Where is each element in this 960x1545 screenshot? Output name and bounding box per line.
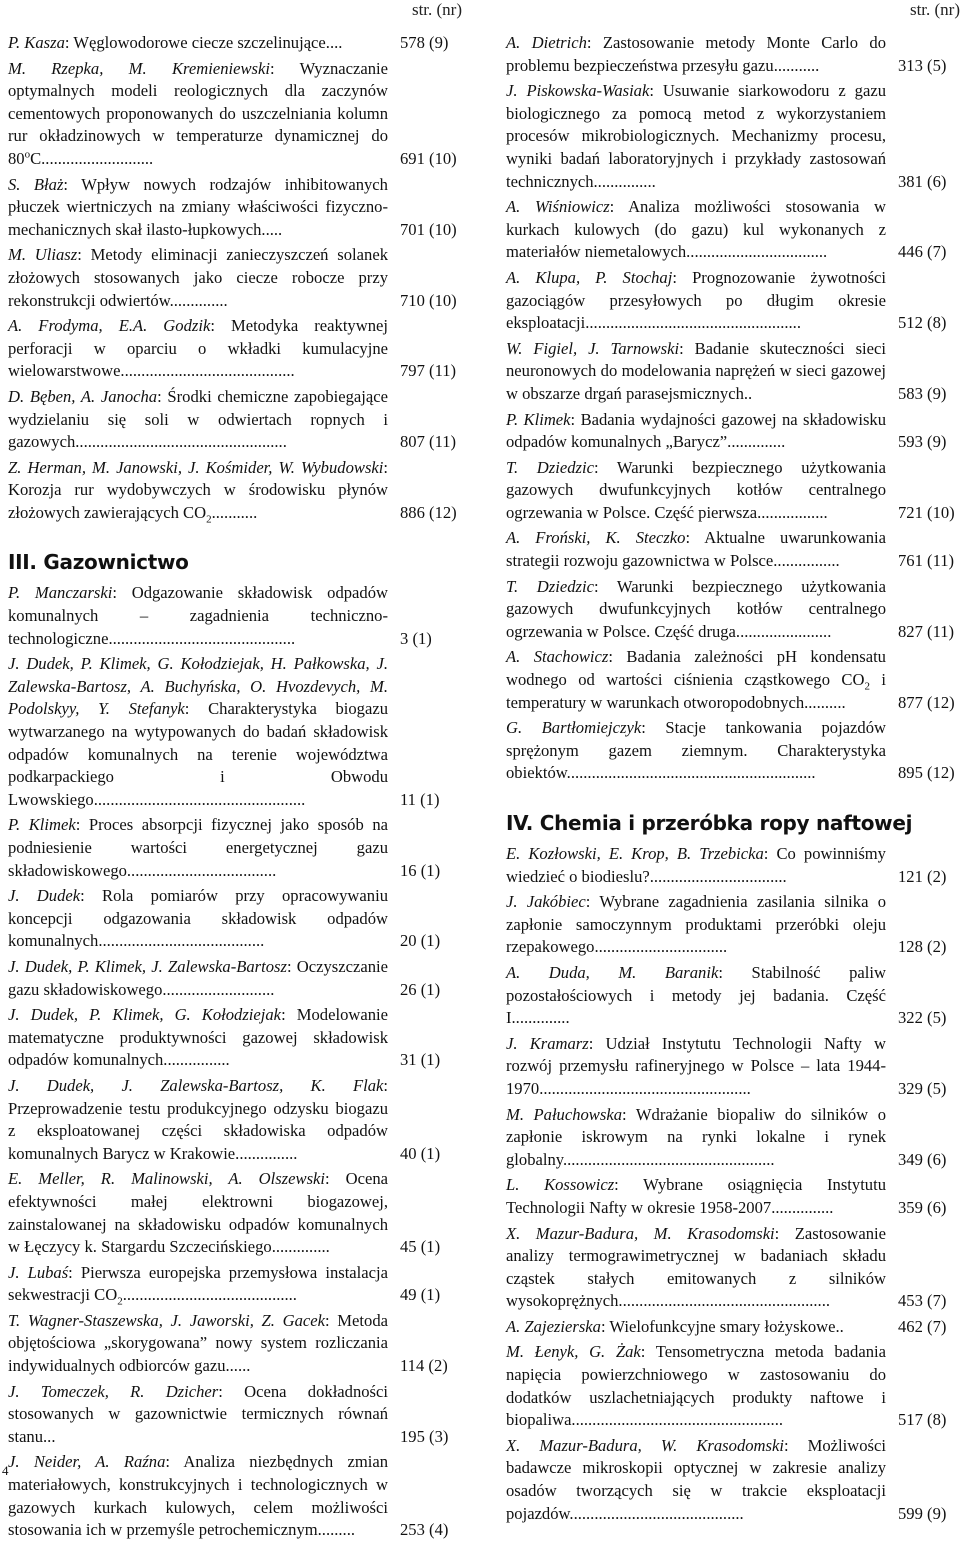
toc-entry [8, 582, 462, 650]
toc-entry [8, 32, 462, 55]
toc-entry [8, 1004, 462, 1072]
entry-page-ref: 895 (12) [898, 763, 955, 783]
entry-page-ref: 31 (1) [400, 1050, 441, 1070]
left-column [8, 0, 462, 1545]
entry-authors: J. Neider, A. Raźna [8, 1452, 166, 1472]
entry-text [8, 386, 388, 454]
entry-page-ref: 26 (1) [400, 979, 441, 999]
toc-entry [8, 174, 462, 242]
entry-authors: P. Kasza [8, 33, 65, 52]
entry-page-ref: 40 (1) [400, 1143, 441, 1163]
entry-text [8, 956, 388, 1001]
entry-page-ref: 453 (7) [898, 1291, 947, 1311]
entry-title-end: ........... [211, 502, 258, 522]
entry-separator: : [608, 647, 627, 667]
entry-text [8, 1262, 388, 1307]
entry-text [506, 338, 886, 406]
toc-entry [8, 956, 462, 1001]
entry-separator: : [622, 1104, 636, 1124]
entry-page-ref: 877 (12) [898, 692, 955, 712]
toc-entry [506, 1223, 960, 1313]
entry-authors: J. Kramarz [506, 1033, 589, 1053]
entry-page-ref: 253 (4) [400, 1520, 449, 1540]
entry-separator: : [210, 316, 231, 336]
entry-title: Aktualne uwarunkowania strategii rozwoju gazownictwa w Polsce................ [506, 528, 887, 571]
toc-entry [506, 1316, 960, 1339]
section-title-gazownictwo: III. Gazownictwo [8, 550, 189, 575]
page-number: 4 [2, 1463, 9, 1478]
entry-page-ref: 381 (6) [898, 171, 947, 191]
entry-authors: E. Meller, R. Malinowski, A. Olszewski [8, 1169, 325, 1189]
entry-page-ref: 512 (8) [898, 313, 947, 333]
entry-page-ref: 807 (11) [400, 432, 457, 452]
entry-title: Odgazowanie składowisk odpadów komunalnych – zagadnienia techniczno-technologiczne............................................. [8, 583, 388, 648]
entry-text [506, 962, 886, 1030]
toc-entry [506, 843, 960, 888]
entry-title: Węglowodorowe ciecze szczelinujące.... [73, 33, 343, 52]
entry-text [8, 174, 388, 242]
entry-page-ref: 3 (1) [400, 628, 432, 648]
entry-separator: : [640, 1342, 656, 1362]
entry-text [506, 1316, 886, 1339]
entry-authors: J. Dudek, P. Klimek, G. Kołodziejak, H. Pałkowska, J. Zalewska-Bartosz, A. Buchyńska, O. Hvozdevych, M. Podolskyy, Y. Stefanyk [8, 654, 388, 719]
entry-page-ref: 128 (2) [898, 937, 947, 957]
toc-entry [506, 1104, 960, 1172]
entry-separator: : [593, 576, 617, 596]
entry-title: Modelowanie matematyczne produktywności gazowej składowisk odpadów komunalnych................ [8, 1005, 388, 1070]
toc-entry [506, 457, 960, 525]
section-title-chemia: IV. Chemia i przeróbka ropy naftowej [506, 811, 913, 835]
entry-subscript: 2 [117, 1295, 123, 1308]
entry-authors: W. Figiel, J. Tarnowski [506, 338, 680, 358]
entry-title: Proces absorpcji fizycznej jako sposób na podniesienie wartości energetycznej gazu składowiskowego.................................... [8, 815, 388, 880]
entry-separator: : [165, 1452, 184, 1472]
entry-authors: J. Tomeczek, R. Dzicher [8, 1381, 219, 1401]
entry-page-ref: 462 (7) [898, 1316, 947, 1336]
entry-separator: : [685, 528, 705, 548]
entry-title: Wyznaczanie optymalnych modeli reologicznych dla zaczynów cementowych proponowanych do uszczelniania kolumn rur okładzinowych w temperaturze dynamicznej do 80 [8, 58, 388, 168]
entry-text [8, 582, 388, 650]
entry-title: Wdrażanie biopaliw do silników o zapłonie iskrowym na rynki lokalne i rynek globalny................................................... [506, 1104, 886, 1169]
entry-text [8, 885, 388, 953]
entry-text [506, 843, 886, 888]
entry-separator: : [383, 457, 388, 477]
entry-authors: M. Łenyk, G. Żak [506, 1342, 641, 1362]
entry-separator: : [281, 1005, 297, 1025]
entry-title: Warunki bezpiecznego użytkowania gazowych dwufunkcyjnych kotłów centralnego ogrzewania w Polsce. Część pierwsza................. [506, 457, 886, 522]
entry-title: Zastosowanie analizy termograwimetrycznej w badaniach składu cząstek stałych emitowanych z silników wysokoprężnych................................................... [506, 1223, 886, 1311]
entry-separator: : [763, 844, 777, 863]
entry-subscript: 2 [864, 680, 870, 693]
entry-page-ref: 886 (12) [400, 502, 457, 522]
entry-text [506, 891, 886, 959]
entry-page-ref: 593 (9) [898, 432, 947, 452]
entry-separator: : [286, 956, 297, 976]
toc-entry [8, 457, 462, 525]
entry-page-ref: 49 (1) [400, 1285, 441, 1305]
entry-separator: : [774, 1223, 795, 1243]
entry-page-ref: 114 (2) [400, 1356, 448, 1376]
entry-authors: X. Mazur-Badura, W. Krasodomski [506, 1435, 784, 1455]
entry-text [8, 1381, 388, 1449]
toc-entry [506, 409, 960, 454]
toc-entry [506, 1033, 960, 1101]
entry-separator: : [64, 33, 74, 52]
toc-entry [8, 386, 462, 454]
entry-authors: A. Wiśniowicz [506, 197, 610, 217]
entry-text [506, 267, 886, 335]
entry-page-ref: 827 (11) [898, 621, 955, 641]
toc-entry [506, 962, 960, 1030]
entry-authors: A. Stachowicz [506, 647, 609, 667]
entry-authors: L. Kossowicz [506, 1175, 615, 1195]
entry-title: Metodyka reaktywnej perforacji w oparciu o wkładki kumulacyjne wielowarstwowe.......................................... [8, 316, 388, 381]
entry-separator: : [184, 699, 209, 719]
entry-separator: : [614, 1175, 644, 1195]
entry-authors: A. Dietrich [506, 33, 587, 52]
entry-title: Warunki bezpiecznego użytkowania gazowych dwufunkcyjnych kotłów centralnego ogrzewania w Polsce. Część druga....................... [506, 576, 886, 641]
entry-title: Metody eliminacji zanieczyszczeń solanek złożowych stosowanych jako ciecze robocze przy rekonstrukcji odwiertów.............. [8, 245, 388, 310]
entry-title: Badania zależności pH kondensatu wodnego od wartości ciśnienia cząstkowego CO [506, 647, 886, 690]
entry-page-ref: 517 (8) [898, 1410, 947, 1430]
entry-authors: P. Klimek [506, 409, 571, 429]
entry-page-ref: 359 (6) [898, 1197, 947, 1217]
entry-authors: A. Duda, M. Baranik [506, 962, 719, 982]
entry-separator: : [588, 1033, 606, 1053]
toc-entry [506, 80, 960, 193]
entry-page-ref: 599 (9) [898, 1503, 947, 1523]
entry-page-ref: 121 (2) [898, 866, 947, 886]
entry-separator: : [270, 58, 300, 78]
entry-title: Stacje tankowania pojazdów sprężonym gazem ziemnym. Charakterystyka obiektów............................................................ [506, 718, 887, 783]
entry-title: Badanie skuteczności sieci neuronowych do modelowania naprężeń w sieci gazowej w obszarze drgań parasejsmicznych.. [506, 338, 886, 403]
entry-text [8, 814, 388, 882]
entry-superscript: o [24, 148, 31, 161]
entries-list-left-a [8, 32, 462, 524]
entry-authors: M. Rzepka, M. Kremieniewski [8, 58, 270, 78]
entry-separator: : [324, 1310, 338, 1330]
entry-title: Wybrane zagadnienia zasilania silnika o zapłonie samoczynnym produktami przeróbki oleju rzepakowego................................ [506, 892, 887, 957]
entry-text [506, 196, 886, 264]
toc-entry [8, 885, 462, 953]
entry-title: Ocena dokładności stosowanych w gazownictwie termicznych równań stanu... [8, 1381, 388, 1446]
toc-entry [8, 1310, 462, 1378]
entry-authors: P. Klimek [8, 815, 76, 835]
entry-authors: T. Wagner-Staszewska, J. Jaworski, Z. Gacek [8, 1310, 325, 1330]
entry-page-ref: 313 (5) [898, 55, 947, 75]
entry-separator: : [80, 886, 103, 906]
entry-text [8, 58, 388, 171]
toc-entry [8, 58, 462, 171]
toc-entry [506, 891, 960, 959]
entry-page-ref: 322 (5) [898, 1008, 947, 1028]
entry-authors: Z. Herman, M. Janowski, J. Kośmider, W. Wybudowski [8, 457, 384, 477]
entry-page-ref: 701 (10) [400, 219, 457, 239]
entry-separator: : [63, 174, 82, 194]
entry-text [506, 1435, 886, 1525]
entry-separator: : [325, 1169, 346, 1189]
entry-page-ref: 721 (10) [898, 502, 955, 522]
entry-separator: : [718, 962, 752, 982]
toc-entry [506, 32, 960, 77]
entry-text [506, 1223, 886, 1313]
entry-text [8, 1451, 388, 1541]
entry-text [8, 1075, 388, 1165]
entries-list-left-b [8, 582, 462, 1541]
toc-entry [8, 1168, 462, 1258]
entry-title: Badania wydajności gazowej na składowisku odpadów komunalnych „Barycz”.............. [506, 409, 886, 452]
page-column-label: str. (nr) [909, 0, 960, 19]
entry-separator: : [77, 245, 91, 265]
entry-text [8, 32, 388, 55]
entry-separator: : [641, 718, 666, 738]
entry-authors: M. Pałuchowska [506, 1104, 622, 1124]
entry-authors: S. Błaż [8, 174, 64, 194]
page-column-label: str. (nr) [411, 0, 462, 19]
entry-separator: : [570, 409, 581, 429]
entry-separator: : [218, 1381, 245, 1401]
entry-title: Pierwsza europejska przemysłowa instalacja sekwestracji CO [8, 1262, 388, 1305]
entry-title: Usuwanie siarkowodoru z gazu biologicznego za pomocą metod z wykorzystaniem procesów mikrobiologicznych. Mechanizmy procesu, wyniki badań laboratoryjnych i przykłady zastosowań technicznych............... [506, 81, 886, 191]
entry-text [506, 409, 886, 454]
entry-text [8, 315, 388, 383]
toc-entry [506, 196, 960, 264]
entry-page-ref: 578 (9) [400, 33, 449, 52]
entry-title-end: .......................................... [122, 1285, 297, 1305]
entry-separator: : [68, 1262, 81, 1282]
entry-text [8, 1004, 388, 1072]
entry-text [8, 457, 388, 525]
entry-text [8, 653, 388, 811]
entry-title-end: C........................... [30, 148, 154, 168]
toc-entry [506, 1341, 960, 1431]
entry-title: Co powinniśmy wiedzieć o biodieslu?................................. [506, 844, 886, 886]
entry-authors: J. Dudek, J. Zalewska-Bartosz, K. Flak [8, 1075, 384, 1095]
entry-text [506, 576, 886, 644]
entries-list-right-b [506, 843, 960, 1525]
entry-separator: : [383, 1075, 388, 1095]
toc-entry [8, 244, 462, 312]
toc-entry [506, 646, 960, 714]
entry-page-ref: 16 (1) [400, 860, 441, 880]
entry-text [506, 80, 886, 193]
entry-authors: J. Dudek, P. Klimek, J. Zalewska-Bartosz [8, 956, 287, 976]
entry-title: Oczyszczanie gazu składowiskowego........................... [8, 956, 388, 999]
entry-separator: : [157, 386, 168, 406]
entry-separator: : [609, 197, 629, 217]
entry-text [506, 717, 886, 785]
toc-entry [506, 527, 960, 572]
entry-authors: G. Bartłomiejczyk [506, 718, 642, 738]
column-header [8, 0, 462, 32]
toc-entry [8, 1075, 462, 1165]
entry-text [8, 1310, 388, 1378]
entry-title: Wpływ nowych rodzajów inhibitowanych płuczek wiertniczych na zmiany właściwości fizyczno-mechanicznych skał ilasto-łupkowych..... [8, 174, 388, 239]
entry-title: Korozja rur wydobywczych w środowisku płynów złożowych zawierających CO [8, 480, 388, 522]
entry-separator: : [585, 892, 600, 912]
entry-separator: : [593, 457, 617, 477]
entry-authors: A. Froński, K. Steczko [506, 528, 686, 548]
entry-page-ref: 710 (10) [400, 290, 457, 310]
entry-authors: J. Dudek, P. Klimek, G. Kołodziejak [8, 1005, 282, 1025]
entry-separator: : [75, 815, 89, 835]
entries-list-right-a [506, 32, 960, 785]
entry-title: Metoda objętościowa „skorygowana” nowy system rozliczania indywidualnych odbiorców gazu...... [8, 1310, 388, 1376]
right-column [506, 0, 960, 1528]
entry-authors: M. Uliasz [8, 245, 78, 265]
entry-page-ref: 45 (1) [400, 1237, 441, 1257]
toc-entry [506, 267, 960, 335]
entry-title: Wybrane osiągnięcia Instytutu Technologii Nafty w okresie 1958-2007............... [506, 1175, 887, 1217]
entry-separator: : [679, 338, 695, 358]
entry-title-end: i temperatury w warunkach otworopodobnych.......... [506, 670, 886, 712]
entry-page-ref: 446 (7) [898, 242, 947, 262]
entry-separator: : [672, 267, 693, 287]
entry-page-ref: 20 (1) [400, 931, 441, 951]
entry-title: Przeprowadzenie testu produkcyjnego odzysku biogazu z eksploatowanej części składowiska odpadów komunalnych Barycz w Krakowie............... [8, 1098, 388, 1163]
entry-title: Analiza możliwości stosowania w kurkach kulowych (do gazu) kul wykonanych z materiałów niemetalowych.................................. [506, 197, 886, 262]
entry-text [506, 646, 886, 714]
column-header [506, 0, 960, 32]
entry-text [8, 1168, 388, 1258]
toc-entry [8, 814, 462, 882]
entry-title: Rola pomiarów przy opracowywaniu koncepcji odgazowania składowisk odpadów komunalnych........................................ [8, 886, 388, 951]
entry-text [506, 457, 886, 525]
entry-text [506, 1341, 886, 1431]
entry-title: Możliwości badawcze mikroskopii optycznej w zakresie analizy osadów tworzących się w trakcie eksploatacji pojazdów.......................................... [506, 1435, 886, 1523]
entry-title: Udział Instytutu Technologii Nafty w rozwój przemysłu rafineryjnego w Polsce – lata 1944-1970................................................... [506, 1033, 886, 1098]
entry-page-ref: 11 (1) [400, 789, 440, 809]
entry-page-ref: 329 (5) [898, 1078, 947, 1098]
toc-entry [8, 1451, 462, 1541]
entry-authors: J. Jakóbiec [506, 892, 586, 912]
entry-page-ref: 761 (11) [898, 551, 955, 571]
entry-text [506, 1104, 886, 1172]
entry-authors: X. Mazur-Badura, M. Krasodomski [506, 1223, 775, 1243]
entry-text [506, 1174, 886, 1219]
entry-text [506, 1033, 886, 1101]
entry-subscript: 2 [206, 513, 212, 526]
toc-entry [8, 315, 462, 383]
entry-authors: A. Frodyma, E.A. Godzik [8, 316, 211, 336]
toc-entry [8, 1262, 462, 1307]
entry-page-ref: 691 (10) [400, 148, 457, 168]
entry-page-ref: 195 (3) [400, 1426, 449, 1446]
entry-separator: : [600, 1316, 610, 1336]
entry-authors: A. Zajezierska [506, 1316, 601, 1336]
entry-title: Tensometryczna metoda badania napięcia powierzchniowego w zastosowaniu do dodatków uszlachetniających produkty naftowe i biopaliwa................................................... [506, 1342, 886, 1430]
entry-title: Charakterystyka biogazu wytwarzanego na wytypowanych do badań składowisk odpadów komunalnych na terenie województwa podkarpackiego i Obwodu Lwowskiego................................................... [8, 699, 389, 809]
entry-page-ref: 583 (9) [898, 383, 947, 403]
entry-authors: A. Klupa, P. Stochaj [506, 267, 673, 287]
entry-separator: : [649, 81, 663, 101]
entry-separator: : [112, 583, 132, 603]
entry-authors: J. Dudek [8, 886, 81, 906]
toc-entry [8, 1381, 462, 1449]
entry-title: Ocena efektywności małej elektrowni biogazowej, zainstalowanej na składowisku odpadów komunalnych w Łęczycy k. Stargardu Szczecińskiego.............. [8, 1169, 388, 1257]
toc-entry [8, 653, 462, 811]
entry-title: Prognozowanie żywotności gazociągów przesyłowych po długim okresie eksploatacji.................................................... [506, 267, 886, 333]
entry-authors: J. Lubaś [8, 1262, 69, 1282]
entry-title: Stabilność paliw pozostałościowych i metody jej badania. Część I.............. [506, 962, 886, 1028]
toc-entry [506, 717, 960, 785]
entry-separator: : [783, 1435, 808, 1455]
entry-page-ref: 349 (6) [898, 1149, 947, 1169]
entry-authors: T. Dziedzic [506, 576, 594, 596]
entry-authors: D. Bęben, A. Janocha [8, 386, 158, 406]
entry-authors: E. Kozłowski, E. Krop, B. Trzebicka [506, 844, 764, 863]
toc-entry [506, 1435, 960, 1525]
entry-page-ref: 797 (11) [400, 361, 457, 381]
entry-authors: P. Manczarski [8, 583, 113, 603]
entry-separator: : [586, 33, 603, 52]
entry-text [506, 32, 886, 77]
entry-title: Analiza niezbędnych zmian materiałowych, konstrukcyjnych i technologicznych w gazowych kurkach kulowych, celem możliwości stosowania ich w przemyśle petrochemicznym......... [8, 1452, 389, 1540]
entry-text [8, 244, 388, 312]
entry-title: Wielofunkcyjne smary łożyskowe.. [609, 1316, 844, 1336]
toc-entry [506, 338, 960, 406]
entry-authors: J. Piskowska-Wasiak [506, 81, 650, 101]
entry-text [506, 527, 886, 572]
toc-entry [506, 1174, 960, 1219]
entry-title: Środki chemiczne zapobiegające wydzielaniu się soli w odwiertach ropnych i gazowych................................................... [8, 386, 389, 452]
entry-title: Zastosowanie metody Monte Carlo do problemu bezpieczeństwa przesyłu gazu........... [506, 33, 886, 75]
entry-authors: T. Dziedzic [506, 457, 594, 477]
toc-entry [506, 576, 960, 644]
